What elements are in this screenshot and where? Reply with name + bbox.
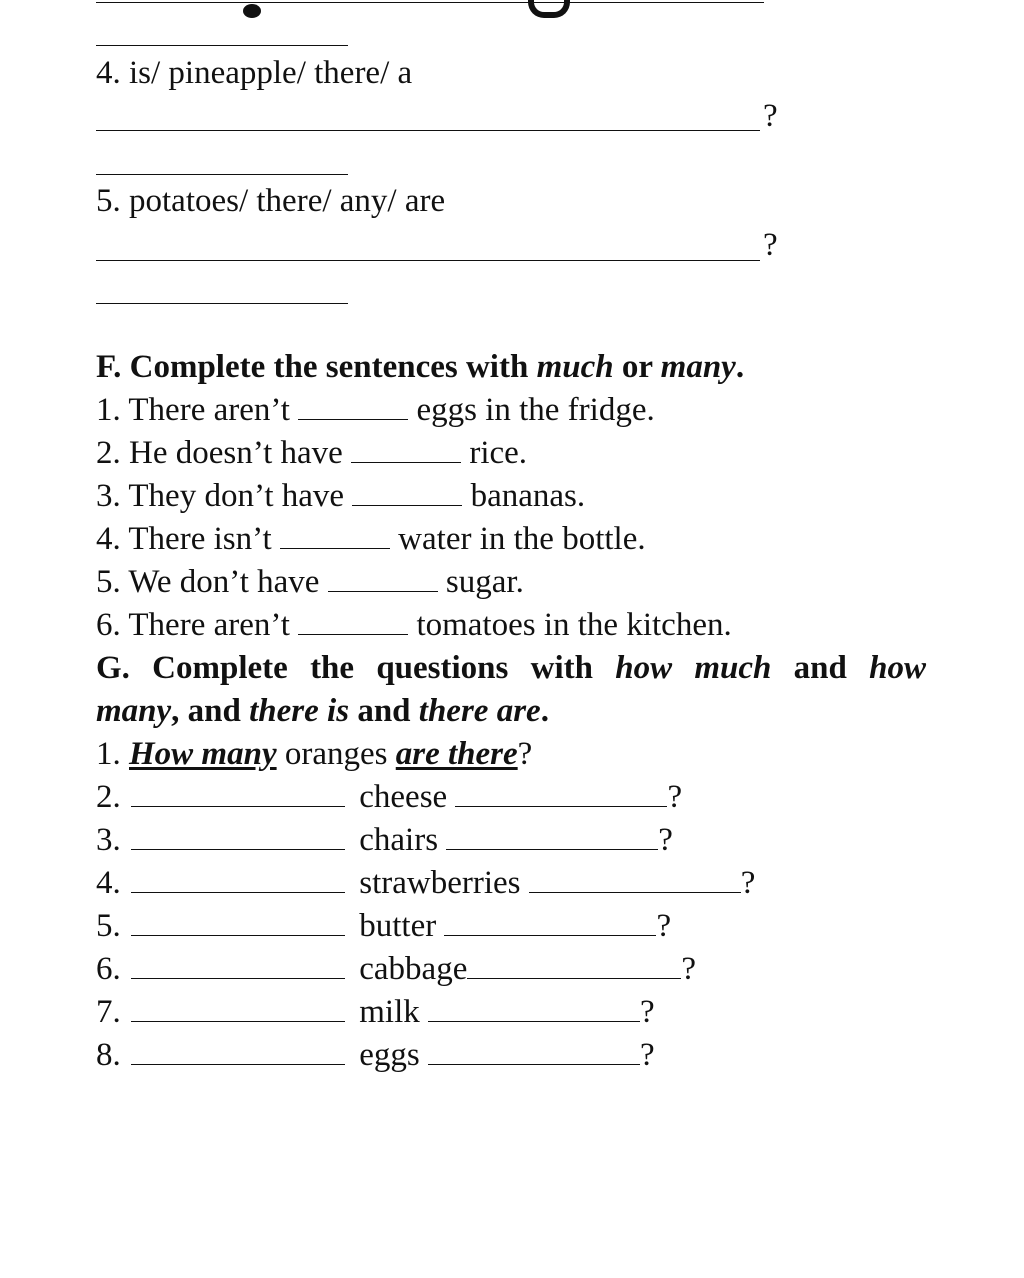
fill-blank[interactable] <box>444 907 656 936</box>
fill-blank[interactable] <box>455 778 667 807</box>
answer-short-line[interactable] <box>96 303 348 304</box>
answer-short-line <box>96 45 348 46</box>
fill-blank[interactable] <box>131 907 345 936</box>
section-g-example: 1. How many oranges are there? <box>96 736 533 772</box>
fill-blank[interactable] <box>428 993 640 1022</box>
answer-line[interactable] <box>96 260 760 261</box>
fill-blank[interactable] <box>131 864 345 893</box>
exercise-item-4: 4. is/ pineapple/ there/ a <box>96 55 413 91</box>
fill-blank[interactable] <box>131 1036 345 1065</box>
section-f-item: 2. He doesn’t have rice. <box>96 435 528 471</box>
fill-blank[interactable] <box>467 950 681 979</box>
fill-blank[interactable] <box>131 821 345 850</box>
fill-blank[interactable] <box>298 391 408 420</box>
fill-blank[interactable] <box>428 1036 640 1065</box>
cut-off-glyph <box>528 0 570 18</box>
fill-blank[interactable] <box>352 477 462 506</box>
fill-blank[interactable] <box>529 864 741 893</box>
question-mark: ? <box>763 98 778 134</box>
fill-blank[interactable] <box>328 563 438 592</box>
section-g-item: 6. cabbage ? <box>96 951 696 987</box>
section-g-item: 4. strawberries ? <box>96 865 756 901</box>
question-mark: ? <box>763 227 778 263</box>
section-f-item: 4. There isn’t water in the bottle. <box>96 521 646 557</box>
answer-line <box>96 2 764 3</box>
section-g-heading-line1: G. Complete the questions with how much and how <box>96 650 927 686</box>
fill-blank[interactable] <box>298 606 408 635</box>
fill-blank[interactable] <box>131 778 345 807</box>
fill-blank[interactable] <box>351 434 461 463</box>
fill-blank[interactable] <box>131 950 345 979</box>
cut-off-glyph <box>243 4 261 18</box>
section-g-item: 3. chairs ? <box>96 822 673 858</box>
answer-short-line[interactable] <box>96 174 348 175</box>
section-g-item: 5. butter ? <box>96 908 672 944</box>
fill-blank[interactable] <box>446 821 658 850</box>
section-f-item: 3. They don’t have bananas. <box>96 478 586 514</box>
fill-blank[interactable] <box>280 520 390 549</box>
section-g-item: 8. eggs ? <box>96 1037 655 1073</box>
section-f-heading: F. Complete the sentences with much or many. <box>96 349 745 385</box>
section-f-item: 6. There aren’t tomatoes in the kitchen. <box>96 607 732 643</box>
section-g-item: 7. milk ? <box>96 994 655 1030</box>
section-f-item: 1. There aren’t eggs in the fridge. <box>96 392 655 428</box>
section-f-item: 5. We don’t have sugar. <box>96 564 524 600</box>
fill-blank[interactable] <box>131 993 345 1022</box>
exercise-item-5: 5. potatoes/ there/ any/ are <box>96 183 446 219</box>
answer-line[interactable] <box>96 130 760 131</box>
section-g-item: 2. cheese ? <box>96 779 683 815</box>
section-g-heading-line2: many, and there is and there are. <box>96 693 549 729</box>
